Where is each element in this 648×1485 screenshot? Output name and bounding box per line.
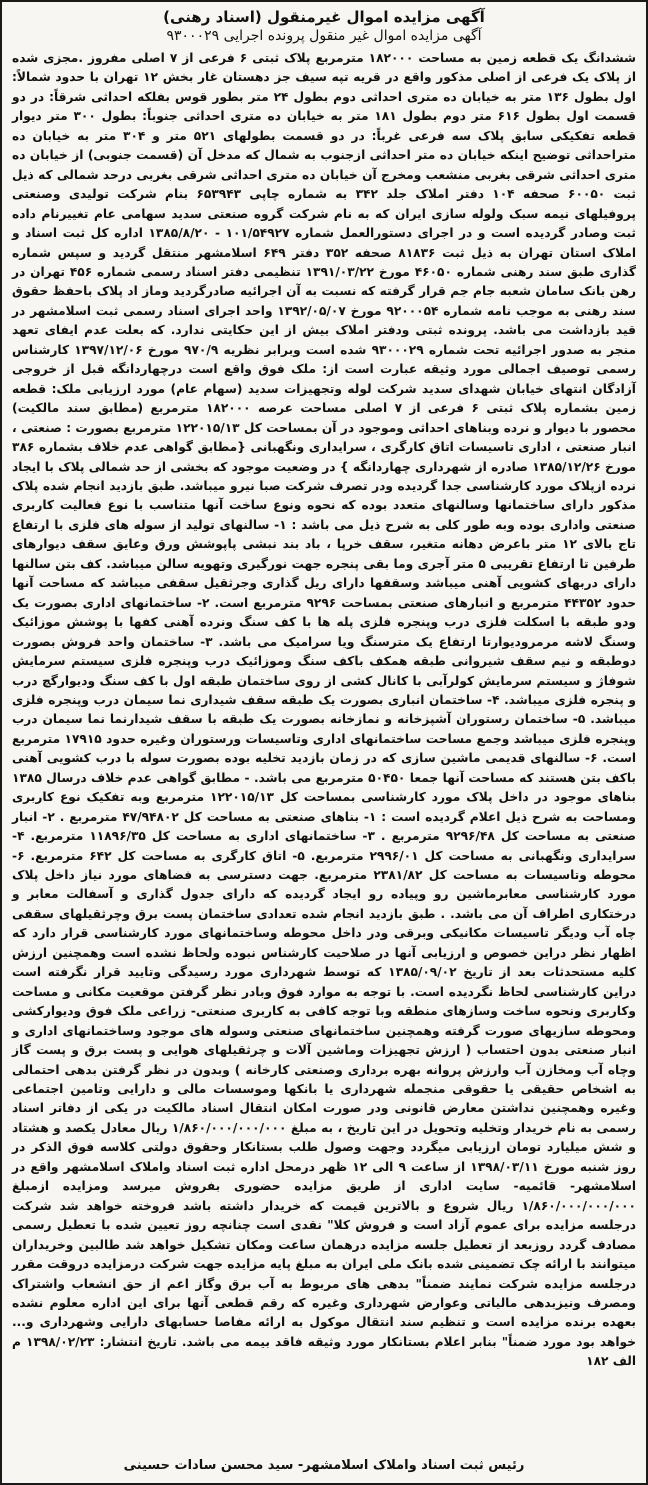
notice-body: ششدانگ یک قطعه زمین به مساحت ۱۸۲۰۰۰ مترمربع پلاک ثبتی ۶ فرعی از ۷ اصلی مفروز .مجزی شده از پلاک یک فرعی از اصلی مذکور واقع در قریه تپه سیف جز دهستان غار بخش ۱۲ تهران با حدود شمالاً: اول بطول ۱۳۶ متر به خیابان ده متری احداثی دوم بطول ۲۴ متر بطور قوس بفلکه احداثی شرقاً: در دو قسمت اول بطول ۶۱۶ متر دوم بطول ۱۸۱ متر به خیابان ده متری احداثی جنوباً: بطول ۳۰۰ متر دیوار قطعه تفکیکی سابق پلاک سه فرعی غرباً: در دو قسمت بطولهای ۵۲۱ متر و ۳۰۴ متر به خیابان ده متراحداثی توضیح اینکه خیابان ده متر احداثی ازجنوب به شمال که مدخل آن (قسمت جنوبی) از خیابان ده متری احداثی شرقی بغربی منشعب ومخرج آن خیابان ده متری احداثی شرقی بغربی درحد شمالی که ذیل ثبت ۶۰۰۵۰ صحفه ۱۰۴ دفتر املاک جلد ۳۴۲ به شماره چاپی ۶۵۳۹۴۳ بنام شرکت تولیدی وصنعتی پروفیلهای نیمه سبک ولوله سازی ایران که به نام شرکت گروه صنعتی سدید سهامی عام تغییرنام داده ثبت وصادر گردیده است و در اجرای دستورالعمل شماره ۱۰۱/۵۴۹۲۷ - ۱۳۸۵/۸/۲۰ اداره کل ثبت اسناد و املاک استان تهران به ذیل ثبت ۸۱۸۳۶ صحفه ۳۵۲ دفتر ۶۴۹ اسلامشهر منتقل گردید و سپس شماره گذاری طبق سند رهنی شماره ۴۶۰۵۰ مورخ ۱۳۹۱/۰۳/۲۲ تنظیمی دفتر اسناد رسمی شماره ۴۵۶ تهران در رهن بانک سامان شعبه جام جم قرار گرفته که نسبت به آن اجرائیه صادرگردید وماز اد پلاک باحفظ حقوق سند رهنی به موجب نامه شماره ۹۲۰۰۰۵۴ مورخ ۱۳۹۲/۰۵/۰۷ واحد اجرای اسناد رسمی ثبت اسلامشهر در قید بازداشت می باشد. پرونده ثبتی ودفتر املاک بیش از این حکایتی ندارد. که بعلت عدم ایفای تعهد منجر به صدور اجرائیه تحت شماره ۹۳۰۰۰۲۹ شده است وبرابر نظریه ۹۷۰/۹ مورخ ۱۳۹۷/۱۲/۰۶ کارشناس رسمی توصیف اجمالی مورد وثیقه عبارت است از: ملک فوق واقع است درچهاردانگه قبل از خروجی آزادگان انتهای خیابان شهدای سدید شرکت لوله وتجهیزات سدید (سهام عام) مورد ارزیابی ملک: قطعه زمین بشماره پلاک ثبتی ۶ فرعی از ۷ اصلی مساحت عرصه ۱۸۲۰۰۰ مترمربع (مطابق سند مالکیت) محصور با دیوار و نرده وبناهای احداثی وموجود در آن بمساحت کل ۱۲۲۰۱۵/۱۳ مترمربع بصورت : صنعتی ، انبار صنعتی ، اداری تاسیسات اتاق کارگری ، سرایداری ونگهبانی {مطابق گواهی عدم خلاف بشماره ۳۸۶ مورخ ۱۳۸۵/۱۲/۲۶ صادره از شهرداری چهاردانگه } در وضعیت موجود که بخشی از حد شمالی پلاک با ایجاد نرده ازپلاک مورد کارشناسی جدا گردیده ودر تصرف شرکت صبا نیرو میباشد. طبق بازدید انجام شده پلاک مذکور دارای ساختمانها وسالنهای متعدد بوده که نحوه ونوع ساخت آنها متناسب با نوع فعالیت کاربری صنعتی واداری بوده وبه طور کلی به شرح ذیل می باشد : ۱- سالنهای تولید از سوله های فلزی با ارتفاع تاج بالای ۱۲ متر باعرض دهانه متغیر، سقف خرپا ، باد بند نبشی پاپوشش ورق وعایق سقف دیوارهای طرفین تا ارتفاع تقریبی ۵ متر آجری وما بقی پنجره جهت نورگیری وتهویه سالن میباشد. کف بتن سالنها دارای دربهای کشویی آهنی میباشد وسقفها دارای ریل گذاری وجرثقیل سقفی میباشد که مساحت آنها حدود ۴۴۳۵۲ مترمربع و انبارهای صنعتی بمساحت ۹۲۹۶ مترمربع است. ۲- ساختمانهای اداری بصورت یک ودو طبقه با اسکلت فلزی درب وپنجره فلزی پله ها با کف سنگ ونرده آهنی کفها با پوشش موزائیک وسنگ لاشه مرمرودیوارتا ارتفاع یک مترسنگ ویا سرامیک می باشد. ۳- ساختمان واحد فروش بصورت دوطبقه و نیم سقف شیروانی طبقه همکف باکف سنگ وموزائیک درب وپنجره فلزی سیستم سرمایش شوفاژ و سیستم سرمایش کولرآبی با کانال کشی از روی ساختمان طبقه اول با کف سنگ ودیوارگچ درب و پنجره فلزی میباشد. ۴- ساختمان انباری بصورت یک طبقه سقف شیداری نما سیمان درب وپنجره فلزی میباشد. ۵- ساختمان رستوران آشپزخانه و نمازخانه بصورت یک طبقه با سقف شیدارنما نما سیمان درب وپنجره فلزی میباشد وجمع مساحت ساختمانهای اداری وتاسیسات ورستوران وغیره حدود ۱۷۹۱۵ مترمربع است. ۶- سالنهای قدیمی ماشین سازی که در زمان بازدید تخلیه بوده بصورت سوله با درب کشویی آهنی باکف بتن هستند که مساحت آنها جمعا ۵۰۴۵۰ مترمربع می باشد. - مطابق گواهی عدم خلاف درسال ۱۳۸۵ بناهای موجود در داخل پلاک مورد کارشناسی بمساحت کل ۱۲۲۰۱۵/۱۳ مترمربع وبه تفکیک نوع کاربری ومساحت به شرح ذیل اعلام گردیده است : ۱- بناهای صنعتی به مساحت کل ۴۷/۹۴۸۰۲ مترمربع . ۲- انبار صنعتی به مساحت کل ۹۲۹۶/۴۸ مترمربع . ۳- ساختمانهای اداری به مساحت کل ۱۱۸۹۶/۳۵ مترمربع. ۴- سرایداری ونگهبانی به مساحت کل ۲۹۹۶/۰۱ مترمربع. ۵- اتاق کارگری به مساحت کل ۶۴۲ مترمربع. ۶- محوطه وتاسیسات به مساحت کل ۲۳۸۱/۸۲ مترمربع. جهت دسترسی به فضاهای مورد نیاز داخل پلاک مورد کارشناسی معابرماشین رو وپیاده رو ایجاد گردیده که دارای جدول گذاری و آسفالت معابر و درختکاری اطراف آن می باشد. . طبق بازدید انجام شده تعدادی ساختمان پست برق وچرثقیلهای سقفی چاه آب ودیگر تاسیسات مکانیکی وبرقی ودر داخل محوطه وساختمانهای مورد کارشناسی قرار دارد که اظهار نظر دراین خصوص و ارزیابی آنها در صلاحیت کارشناس نبوده ولحاظ نشده است وهمچنین ارزش کلیه مستحدثات بعد از تاریخ ۱۳۸۵/۰۹/۰۲ که توسط شهرداری مورد رسیدگی وتایید قرار نگرفته است دراین کارشناسی لحاظ نگردیده است. با توجه به موارد فوق وبادر نظر گرفتن موقعیت مکانی و مساحت وکاربری ونحوه ساخت وسازهای منطقه وبا توجه کافی به کاربری صنعتی- زراعی ملک فوق ودیوارکشی ومحوطه سازیهای صورت گرفته وهمچنین ساختمانهای صنعتی وسوله های موجود وساختمانهای اداری و انبار صنعتی بدون احتساب ( ارزش تجهیزات وماشین آلات و چرثقیلهای هوایی و پست برق و پست گاز وچاه آب ومخازن آب وارزش پروانه بهره برداری وصنعتی کارخانه ) وبدون در نظر گرفتن بدهی احتمالی به اشخاص حقیقی یا حقوقی منجمله شهرداری یا بانکها وموسسات مالی و دارایی وتامین اجتماعی وغیره وهمچنین نداشتن معارض قانونی ودر صورت امکان انتقال اسناد مالکیت در یکی از دفاتر اسناد رسمی به نام خریدار وتخلیه وتحویل در این تاریخ ، به مبلغ ۱/۸۶۰/۰۰۰/۰۰۰/۰۰۰ ریال معادل یکصد و هشتاد و شش میلیارد تومان ارزیابی میگردد وجهت وصول طلب بستانکار وحقوق دولتی کلاسه فوق الذکر در روز شنبه مورخ ۱۳۹۸/۰۳/۱۱ از ساعت ۹ الی ۱۲ ظهر درمحل اداره ثبت اسناد واملاک اسلامشهر واقع در اسلامشهر- قائمیه- سایت اداری از طریق مزایده حضوری بفروش میرسد ومزایده ازمبلغ ۱/۸۶۰/۰۰۰/۰۰۰/۰۰۰ ریال شروع و بالاترین قیمت که خریدار داشته باشد فروخته خواهد شد شرکت درجلسه مزایده برای عموم آزاد است و فروش کلا" نقدی است چنانچه روز تعیین شده با تعطیل رسمی مصادف گردد روزبعد از تعطیل جلسه مزایده درهمان ساعت ومکان تشکیل خواهد شد طالبین وخریداران میتوانند با ارائه چک تضمینی شده بانک ملی ایران به مبلغ پایه مزایده جهت شرکت درمزایده دروقت مقرر درجلسه مزایده شرکت نمایند ضمناً" بدهی های مربوط به آب برق وگاز اعم از حق انشعاب واشتراک ومصرف ونیزبدهی مالیاتی وعوارض شهرداری وغیره که رقم قطعی آنها برای این اداره معلوم نشده بعهده برنده مزایده است و تنظیم سند انتقال موکول به ارائه مفاصا حسابهای دارایی وشهرداری و... خواهد بود مورد ضمناً" بنابر اعلام بستانکار مورد وثیقه فاقد بیمه می باشد. تاریخ انتشار: ۱۳۹۸/۰۲/۲۳ م الف ۱۸۲ [12, 51, 637, 1369]
notice-subtitle: آگهی مزایده اموال غیر منقول پرونده اجرایی ۹۳۰۰۰۲۹ [166, 28, 482, 44]
notice-header [12, 8, 636, 45]
notice-title: آگهی مزایده اموال غیرمنقول (اسناد رهنی) [163, 8, 485, 26]
notice-signature: رئیس ثبت اسناد واملاک اسلامشهر- سید محسن سادات حسینی [123, 1458, 525, 1473]
